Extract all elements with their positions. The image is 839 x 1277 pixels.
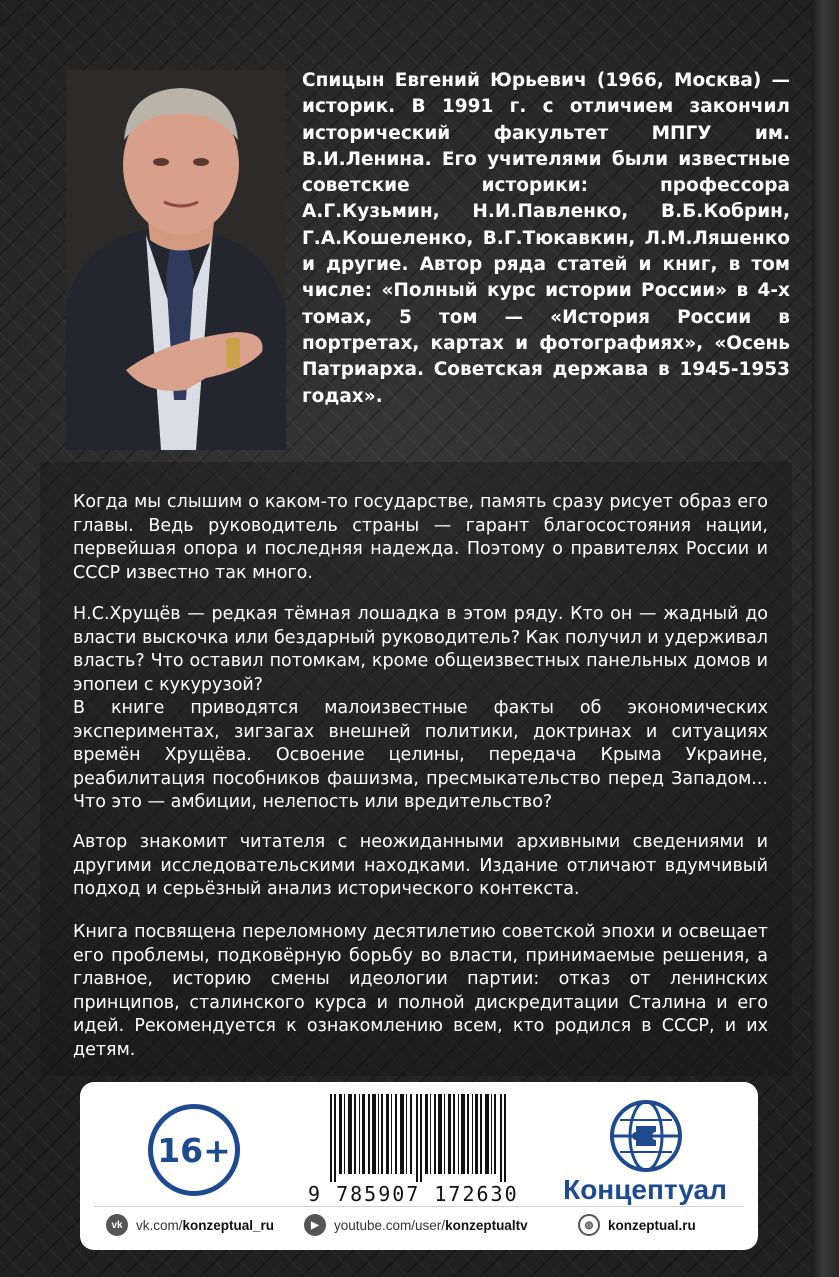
isbn-number: 9 785907 172630 bbox=[308, 1182, 519, 1206]
author-photo bbox=[66, 70, 286, 450]
barcode bbox=[330, 1094, 508, 1182]
globe-icon: ◍ bbox=[578, 1214, 600, 1236]
website-link-text: konzeptual.ru bbox=[608, 1217, 696, 1233]
youtube-link[interactable] bbox=[304, 1214, 528, 1236]
description-paragraph-4: Автор знакомит читателя с неожиданными архивными сведениями и другими исследовательскими находками. Издание отличают вдумчивый подход и серьёзный анализ исторического контекста. bbox=[73, 832, 768, 899]
book-spine bbox=[812, 0, 839, 1277]
label-divider bbox=[94, 1206, 744, 1207]
publisher-label-panel bbox=[80, 1082, 758, 1250]
puzzle-globe-logo-icon bbox=[608, 1098, 684, 1174]
age-rating-badge: 16+ bbox=[148, 1104, 240, 1196]
author-bio: Спицын Евгений Юрьевич (1966, Москва) — историк. В 1991 г. с отличием закончил исторический факультет МПГУ им. В.И.Ленина. Его учителями были известные советские историки: профессора А.Г.Кузьмин, Н.И.Павленко, В.Б.Кобрин, Г.А.Кошеленко, В.Г.Тюкавкин, Л.М.Ляшенко и другие. Автор ряда статей и книг, в том числе: «Полный курс истории России» в 4-х томах, 5 том — «История России в портретах, картах и фотографиях», «Осень Патриарха. Советская держава в 1945-1953 годах». bbox=[302, 70, 790, 407]
description-paragraph-2: Н.С.Хрущёв — редкая тёмная лошадка в этом ряду. Кто он — жадный до власти выскочка или бездарный руководитель? Как получил и удерживал власть? Что оставил потомкам, кроме общеизвестных панельных домов и эпопеи с кукурузой? bbox=[73, 604, 768, 695]
description-block-2 bbox=[73, 603, 768, 815]
publisher-name: Концептуал bbox=[563, 1174, 727, 1205]
vk-icon: vk bbox=[106, 1214, 128, 1236]
youtube-link-text: youtube.com/user/konzeptualtv bbox=[334, 1217, 528, 1233]
description-paragraph-5: Книга посвящена переломному десятилетию советской эпохи и освещает его проблемы, подковёрную борьбу во власти, принимаемые решения, а главное, историю смены идеологии партии: отказ от ленинских принципов, сталинского курса и полной дискредитации Сталина и его идей. Рекомендуется к ознакомлению всем, кто родился в СССР, и их детям. bbox=[73, 922, 768, 1060]
description-paragraph-1: Когда мы слышим о каком-то государстве, память сразу рисует образ его главы. Ведь руководитель страны — гарант благосостояния нации, первейшая опора и последняя надежда. Поэтому о правителях России и СССР известно так много. bbox=[73, 492, 768, 583]
vk-link-text: vk.com/konzeptual_ru bbox=[136, 1217, 275, 1233]
vk-link[interactable] bbox=[106, 1214, 274, 1236]
youtube-icon: ▶ bbox=[304, 1214, 326, 1236]
website-link[interactable] bbox=[578, 1214, 696, 1236]
description-paragraph-3: В книге приводятся малоизвестные факты об экономических экспериментах, зигзагах внешней политики, доктринах и ситуациях времён Хрущёва. Освоение целины, передача Крыма Украине, реабилитация пособников фашизма, пресмыкательство перед Западом... Что это — амбиции, нелепость или вредительство? bbox=[73, 698, 768, 812]
